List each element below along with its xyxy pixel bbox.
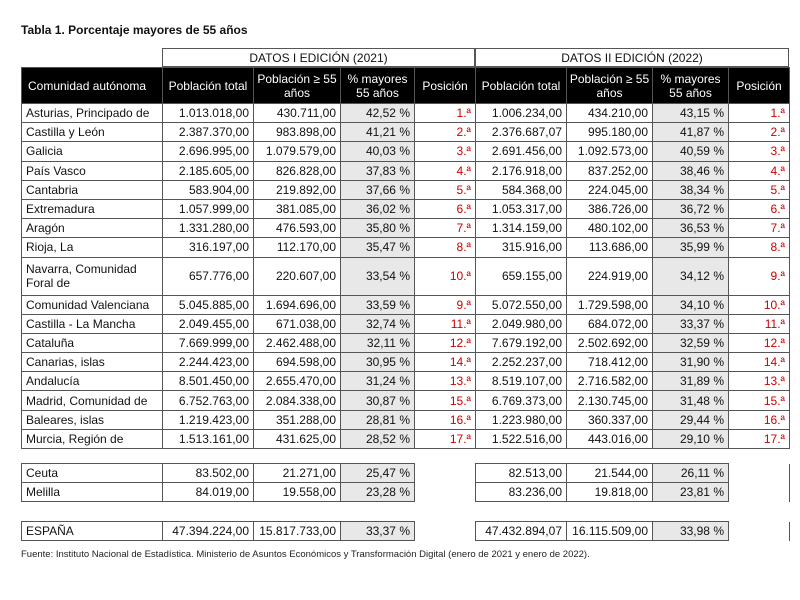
total-2022: 1.223.980,00	[476, 410, 567, 429]
over55-2022: 224.919,00	[567, 257, 653, 295]
rank-2021: 6.ª	[415, 199, 476, 218]
rank-2021: 5.ª	[415, 180, 476, 199]
region-name: Rioja, La	[22, 238, 163, 257]
rank-2022: 10.ª	[729, 295, 790, 314]
spain-total-table	[21, 521, 790, 541]
table-row	[22, 483, 790, 502]
header-total-2021: Población total	[163, 68, 254, 104]
pct-2022: 31,90 %	[653, 353, 729, 372]
pct-2021: 28,52 %	[341, 429, 415, 448]
table-row	[22, 522, 790, 541]
over55-2021: 2.462.488,00	[254, 333, 341, 352]
pct-2022: 33,98 %	[653, 522, 729, 541]
over55-2022: 2.502.692,00	[567, 333, 653, 352]
rank-2021: 7.ª	[415, 219, 476, 238]
rank-2022: 2.ª	[729, 123, 790, 142]
table-row	[22, 199, 790, 218]
pct-2022: 40,59 %	[653, 142, 729, 161]
rank-2021: 11.ª	[415, 314, 476, 333]
over55-2022: 386.726,00	[567, 199, 653, 218]
total-2021: 1.331.280,00	[163, 219, 254, 238]
rank-2022: 1.ª	[729, 104, 790, 123]
over55-2021: 1.079.579,00	[254, 142, 341, 161]
cities-table	[21, 463, 790, 502]
pct-2022: 31,89 %	[653, 372, 729, 391]
table-row	[22, 123, 790, 142]
total-2022: 2.376.687,07	[476, 123, 567, 142]
pct-2022: 38,46 %	[653, 161, 729, 180]
total-2022: 2.252.237,00	[476, 353, 567, 372]
region-name: Galicia	[22, 142, 163, 161]
over55-2022: 684.072,00	[567, 314, 653, 333]
pct-2022: 32,59 %	[653, 333, 729, 352]
header-over55-2021: Población ≥ 55 años	[254, 68, 341, 104]
over55-2022: 718.412,00	[567, 353, 653, 372]
spacer	[415, 464, 476, 483]
total-2022: 1.314.159,00	[476, 219, 567, 238]
pct-2021: 33,37 %	[341, 522, 415, 541]
table-row	[22, 353, 790, 372]
region-name: Comunidad Valenciana	[22, 295, 163, 314]
pct-2021: 37,66 %	[341, 180, 415, 199]
total-2021: 1.219.423,00	[163, 410, 254, 429]
over55-2022: 995.180,00	[567, 123, 653, 142]
rank-2021: 14.ª	[415, 353, 476, 372]
rank-2022: 16.ª	[729, 410, 790, 429]
total-2021: 8.501.450,00	[163, 372, 254, 391]
total-2022: 6.769.373,00	[476, 391, 567, 410]
pct-2021: 31,24 %	[341, 372, 415, 391]
pct-2021: 30,87 %	[341, 391, 415, 410]
table-header-row	[22, 68, 790, 104]
pct-2021: 42,52 %	[341, 104, 415, 123]
table-row	[22, 104, 790, 123]
rank-2021: 1.ª	[415, 104, 476, 123]
over55-2021: 381.085,00	[254, 199, 341, 218]
table-row	[22, 333, 790, 352]
over55-2022: 1.729.598,00	[567, 295, 653, 314]
rank-2022: 15.ª	[729, 391, 790, 410]
rank-2022: 17.ª	[729, 429, 790, 448]
rank-2022: 9.ª	[729, 257, 790, 295]
pct-2022: 36,53 %	[653, 219, 729, 238]
total-2021: 583.904,00	[163, 180, 254, 199]
rank-2022: 14.ª	[729, 353, 790, 372]
over55-2021: 220.607,00	[254, 257, 341, 295]
over55-2022: 19.818,00	[567, 483, 653, 502]
total-2022: 7.679.192,00	[476, 333, 567, 352]
rank-2021: 2.ª	[415, 123, 476, 142]
rank-2021: 12.ª	[415, 333, 476, 352]
table-row	[22, 238, 790, 257]
total-2021: 2.244.423,00	[163, 353, 254, 372]
table-row	[22, 219, 790, 238]
pct-2021: 32,74 %	[341, 314, 415, 333]
over55-2021: 983.898,00	[254, 123, 341, 142]
over55-2021: 21.271,00	[254, 464, 341, 483]
over55-2022: 360.337,00	[567, 410, 653, 429]
region-name: Extremadura	[22, 199, 163, 218]
pct-2022: 35,99 %	[653, 238, 729, 257]
pct-2022: 38,34 %	[653, 180, 729, 199]
over55-2021: 476.593,00	[254, 219, 341, 238]
total-2021: 7.669.999,00	[163, 333, 254, 352]
region-name: Castilla - La Mancha	[22, 314, 163, 333]
table-row	[22, 257, 790, 295]
total-2021: 6.752.763,00	[163, 391, 254, 410]
rank-2021: 9.ª	[415, 295, 476, 314]
header-over55-2022: Población ≥ 55 años	[567, 68, 653, 104]
rank-2022: 4.ª	[729, 161, 790, 180]
over55-2021: 19.558,00	[254, 483, 341, 502]
over55-2022: 2.716.582,00	[567, 372, 653, 391]
header-pos-2021: Posición	[415, 68, 476, 104]
over55-2022: 224.045,00	[567, 180, 653, 199]
total-2022: 5.072.550,00	[476, 295, 567, 314]
rank-2022: 12.ª	[729, 333, 790, 352]
total-2022: 83.236,00	[476, 483, 567, 502]
spacer	[729, 522, 790, 541]
pct-2021: 37,83 %	[341, 161, 415, 180]
over55-2021: 15.817.733,00	[254, 522, 341, 541]
region-name: Aragón	[22, 219, 163, 238]
rank-2021: 4.ª	[415, 161, 476, 180]
pct-2022: 23,81 %	[653, 483, 729, 502]
population-table	[21, 67, 790, 449]
pct-2021: 33,54 %	[341, 257, 415, 295]
region-name: Madrid, Comunidad de	[22, 391, 163, 410]
over55-2021: 1.694.696,00	[254, 295, 341, 314]
total-2021: 1.057.999,00	[163, 199, 254, 218]
table-row	[22, 391, 790, 410]
total-2021: 47.394.224,00	[163, 522, 254, 541]
table-row	[22, 161, 790, 180]
total-2022: 2.691.456,00	[476, 142, 567, 161]
over55-2021: 112.170,00	[254, 238, 341, 257]
header-pct-2022: % mayores 55 años	[653, 68, 729, 104]
over55-2022: 1.092.573,00	[567, 142, 653, 161]
rank-2022: 3.ª	[729, 142, 790, 161]
total-2021: 2.696.995,00	[163, 142, 254, 161]
pct-2022: 29,10 %	[653, 429, 729, 448]
total-2022: 2.049.980,00	[476, 314, 567, 333]
group-header-2021: DATOS I EDICIÓN (2021)	[162, 48, 475, 67]
over55-2021: 2.655.470,00	[254, 372, 341, 391]
total-2021: 1.513.161,00	[163, 429, 254, 448]
table-row	[22, 295, 790, 314]
pct-2021: 23,28 %	[341, 483, 415, 502]
total-2021: 84.019,00	[163, 483, 254, 502]
region-name: Andalucía	[22, 372, 163, 391]
total-2021: 316.197,00	[163, 238, 254, 257]
rank-2021: 3.ª	[415, 142, 476, 161]
total-2022: 584.368,00	[476, 180, 567, 199]
pct-2022: 36,72 %	[653, 199, 729, 218]
over55-2021: 430.711,00	[254, 104, 341, 123]
over55-2021: 2.084.338,00	[254, 391, 341, 410]
region-name: Castilla y León	[22, 123, 163, 142]
group-header-2022: DATOS II EDICIÓN (2022)	[475, 48, 789, 67]
pct-2021: 30,95 %	[341, 353, 415, 372]
rank-2022: 13.ª	[729, 372, 790, 391]
total-2022: 82.513,00	[476, 464, 567, 483]
pct-2021: 28,81 %	[341, 410, 415, 429]
rank-2022: 5.ª	[729, 180, 790, 199]
total-2022: 1.053.317,00	[476, 199, 567, 218]
header-pos-2022: Posición	[729, 68, 790, 104]
pct-2022: 29,44 %	[653, 410, 729, 429]
spacer	[415, 522, 476, 541]
over55-2021: 351.288,00	[254, 410, 341, 429]
table-row	[22, 429, 790, 448]
header-total-2022: Población total	[476, 68, 567, 104]
rank-2021: 8.ª	[415, 238, 476, 257]
pct-2021: 35,80 %	[341, 219, 415, 238]
table-title: Tabla 1. Porcentaje mayores de 55 años	[21, 23, 248, 37]
pct-2021: 36,02 %	[341, 199, 415, 218]
spacer	[729, 483, 790, 502]
total-2021: 2.387.370,00	[163, 123, 254, 142]
pct-2022: 34,10 %	[653, 295, 729, 314]
pct-2022: 41,87 %	[653, 123, 729, 142]
region-name: Navarra, Comunidad Foral de	[22, 257, 163, 295]
pct-2021: 33,59 %	[341, 295, 415, 314]
pct-2022: 43,15 %	[653, 104, 729, 123]
region-name: Canarias, islas	[22, 353, 163, 372]
pct-2021: 35,47 %	[341, 238, 415, 257]
over55-2021: 219.892,00	[254, 180, 341, 199]
pct-2022: 26,11 %	[653, 464, 729, 483]
region-name: ESPAÑA	[22, 522, 163, 541]
table-row	[22, 180, 790, 199]
over55-2022: 443.016,00	[567, 429, 653, 448]
total-2021: 5.045.885,00	[163, 295, 254, 314]
rank-2021: 17.ª	[415, 429, 476, 448]
total-2022: 8.519.107,00	[476, 372, 567, 391]
region-name: Murcia, Región de	[22, 429, 163, 448]
over55-2022: 480.102,00	[567, 219, 653, 238]
over55-2022: 16.115.509,00	[567, 522, 653, 541]
region-name: Cataluña	[22, 333, 163, 352]
total-2021: 1.013.018,00	[163, 104, 254, 123]
rank-2021: 16.ª	[415, 410, 476, 429]
header-pct-2021: % mayores 55 años	[341, 68, 415, 104]
total-2022: 1.522.516,00	[476, 429, 567, 448]
pct-2022: 34,12 %	[653, 257, 729, 295]
source-note: Fuente: Instituto Nacional de Estadística. Ministerio de Asuntos Económicos y Transformación Digital (enero de 2021 y enero de 2022).	[21, 549, 590, 560]
total-2021: 83.502,00	[163, 464, 254, 483]
rank-2022: 7.ª	[729, 219, 790, 238]
over55-2021: 431.625,00	[254, 429, 341, 448]
pct-2022: 31,48 %	[653, 391, 729, 410]
region-name: País Vasco	[22, 161, 163, 180]
total-2021: 2.049.455,00	[163, 314, 254, 333]
header-region: Comunidad autónoma	[22, 68, 163, 104]
over55-2022: 21.544,00	[567, 464, 653, 483]
over55-2022: 837.252,00	[567, 161, 653, 180]
total-2022: 2.176.918,00	[476, 161, 567, 180]
pct-2021: 40,03 %	[341, 142, 415, 161]
pct-2022: 33,37 %	[653, 314, 729, 333]
over55-2021: 694.598,00	[254, 353, 341, 372]
over55-2022: 2.130.745,00	[567, 391, 653, 410]
rank-2021: 15.ª	[415, 391, 476, 410]
pct-2021: 25,47 %	[341, 464, 415, 483]
total-2022: 315.916,00	[476, 238, 567, 257]
over55-2021: 826.828,00	[254, 161, 341, 180]
table-row	[22, 464, 790, 483]
table-row	[22, 410, 790, 429]
spacer	[415, 483, 476, 502]
region-name: Baleares, islas	[22, 410, 163, 429]
region-name: Asturias, Principado de	[22, 104, 163, 123]
spacer	[729, 464, 790, 483]
over55-2022: 434.210,00	[567, 104, 653, 123]
table-row	[22, 372, 790, 391]
total-2022: 659.155,00	[476, 257, 567, 295]
region-name: Cantabria	[22, 180, 163, 199]
pct-2021: 32,11 %	[341, 333, 415, 352]
region-name: Melilla	[22, 483, 163, 502]
total-2021: 657.776,00	[163, 257, 254, 295]
over55-2022: 113.686,00	[567, 238, 653, 257]
rank-2022: 11.ª	[729, 314, 790, 333]
pct-2021: 41,21 %	[341, 123, 415, 142]
rank-2021: 13.ª	[415, 372, 476, 391]
table-row	[22, 314, 790, 333]
region-name: Ceuta	[22, 464, 163, 483]
over55-2021: 671.038,00	[254, 314, 341, 333]
rank-2022: 6.ª	[729, 199, 790, 218]
total-2022: 47.432.894,07	[476, 522, 567, 541]
total-2022: 1.006.234,00	[476, 104, 567, 123]
total-2021: 2.185.605,00	[163, 161, 254, 180]
rank-2022: 8.ª	[729, 238, 790, 257]
rank-2021: 10.ª	[415, 257, 476, 295]
table-row	[22, 142, 790, 161]
